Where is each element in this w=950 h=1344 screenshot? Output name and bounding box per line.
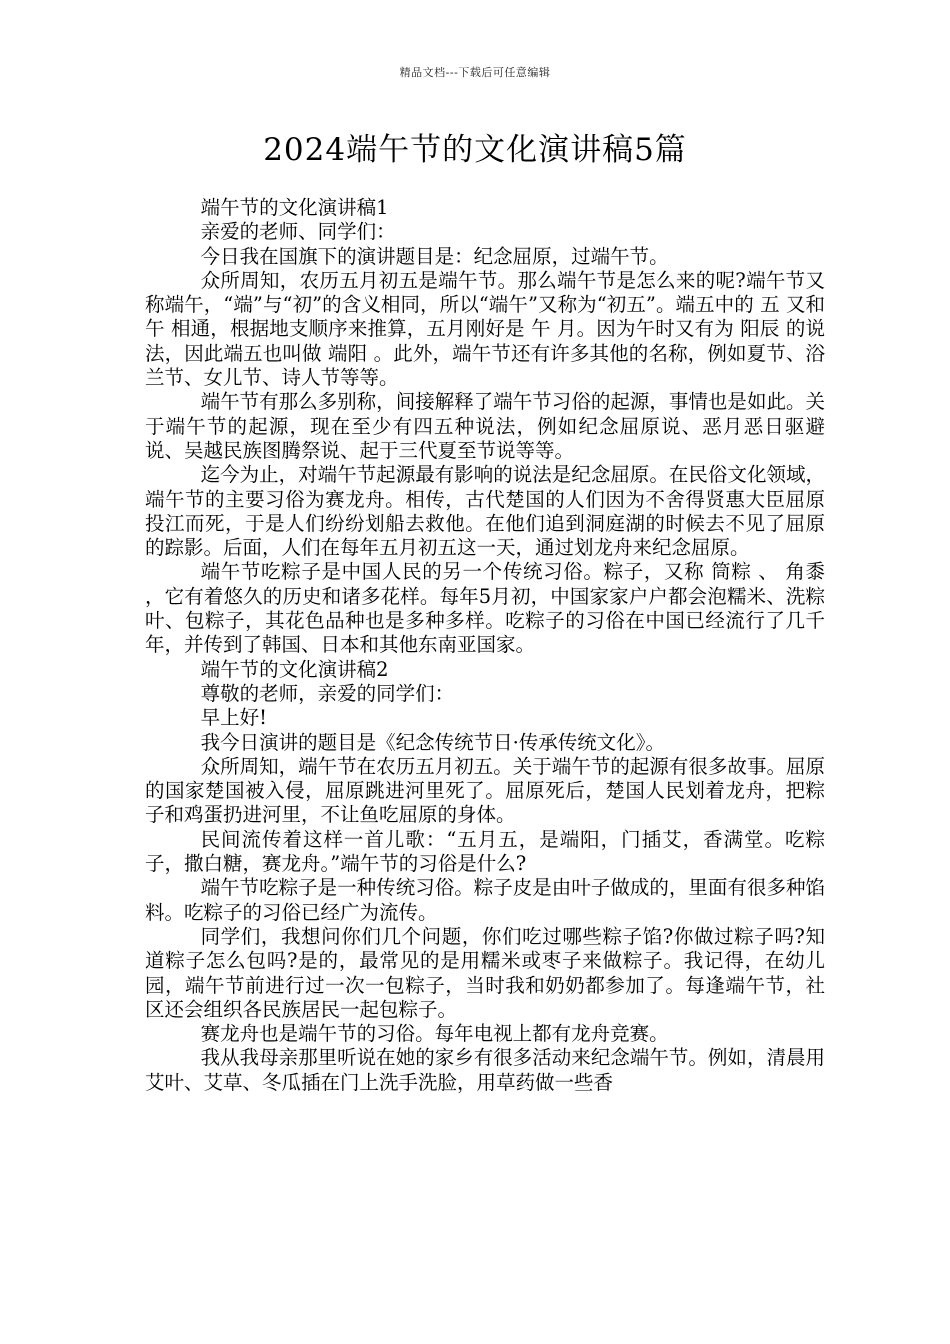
paragraph: 早上好!	[200, 706, 267, 730]
paragraph: 端午节的文化演讲稿1	[200, 196, 389, 219]
paragraph: 尊敬的老师，亲爱的同学们：	[200, 681, 455, 705]
paragraph: 民间流传着这样一首儿歌：“五月五，是端阳，门插艾，香满堂。吃粽子，撒白糖，赛龙舟。”端午节的习俗是什么?	[145, 827, 825, 876]
document-body	[145, 196, 825, 1095]
paragraph: 同学们，我想问你们几个问题，你们吃过哪些粽子馅?你做过粽子吗?知道粽子怎么包吗?是的，最常见的是用糯米或枣子来做粽子。我记得，在幼儿园，端午节前进行过一次一包粽子，当时我和奶奶都参加了。每逢端午节，社区还会组织各民族居民一起包粽子。	[145, 924, 825, 1021]
paragraph: 众所周知，端午节在农历五月初五。关于端午节的起源有很多故事。屈原的国家楚国被入侵，屈原跳进河里死了。屈原死后，楚国人民划着龙舟，把粽子和鸡蛋扔进河里，不让鱼吃屈原的身体。	[145, 754, 825, 827]
paragraph: 我从我母亲那里听说在她的家乡有很多活动来纪念端午节。例如，清晨用艾叶、艾草、冬瓜插在门上洗手洗脸，用草药做一些香	[145, 1046, 825, 1094]
paragraph: 端午节吃粽子是中国人民的另一个传统习俗。粽子，又称 筒粽 、 角黍 ，它有着悠久的历史和诸多花样。每年5月初，中国家家户户都会泡糯米、洗粽叶、包粽子，其花色品种也是多种多样。吃粽子的习俗在中国已经流行了几千年，并传到了韩国、日本和其他东南亚国家。	[145, 560, 825, 657]
paragraph: 迄今为止，对端午节起源最有影响的说法是纪念屈原。在民俗文化领域，端午节的主要习俗为赛龙舟。相传，古代楚国的人们因为不舍得贤惠大臣屈原投江而死，于是人们纷纷划船去救他。在他们追到洞庭湖的时候去不见了屈原的踪影。后面，人们在每年五月初五这一天，通过划龙舟来纪念屈原。	[145, 463, 825, 560]
paragraph: 端午节吃粽子是一种传统习俗。粽子皮是由叶子做成的，里面有很多种馅料。吃粽子的习俗已经广为流传。	[145, 876, 825, 924]
paragraph: 赛龙舟也是端午节的习俗。每年电视上都有龙舟竞赛。	[200, 1022, 669, 1046]
paragraph: 我今日演讲的题目是《纪念传统节日·传承传统文化》。	[200, 730, 666, 754]
paragraph: 端午节的文化演讲稿2	[200, 657, 389, 681]
paragraph: 众所周知，农历五月初五是端午节。那么端午节是怎么来的呢?端午节又称端午，“端”与“初”的含义相同，所以“端午”又称为“初五”。端五中的 五 又和 午 相通，根据地支顺序来推算，五月刚好是 午 月。因为午时又有为 阳辰 的说法，因此端五也叫做 端阳 。此外，端午节还有许多其他的名称，例如夏节、浴兰节、女儿节、诗人节等等。	[145, 268, 825, 390]
document-title: 2024端午节的文化演讲稿5篇	[263, 132, 687, 168]
paragraph: 端午节有那么多别称，间接解释了端午节习俗的起源，事情也是如此。关于端午节的起源，现在至少有四五种说法，例如纪念屈原说、恶月恶日驱避说、吴越民族图腾祭说、起于三代夏至节说等等。	[145, 390, 825, 462]
paragraph: 今日我在国旗下的演讲题目是：纪念屈原，过端午节。	[200, 244, 669, 268]
page-header-note: 精品文档---下载后可任意编辑	[399, 66, 551, 79]
paragraph: 亲爱的老师、同学们：	[200, 220, 396, 244]
